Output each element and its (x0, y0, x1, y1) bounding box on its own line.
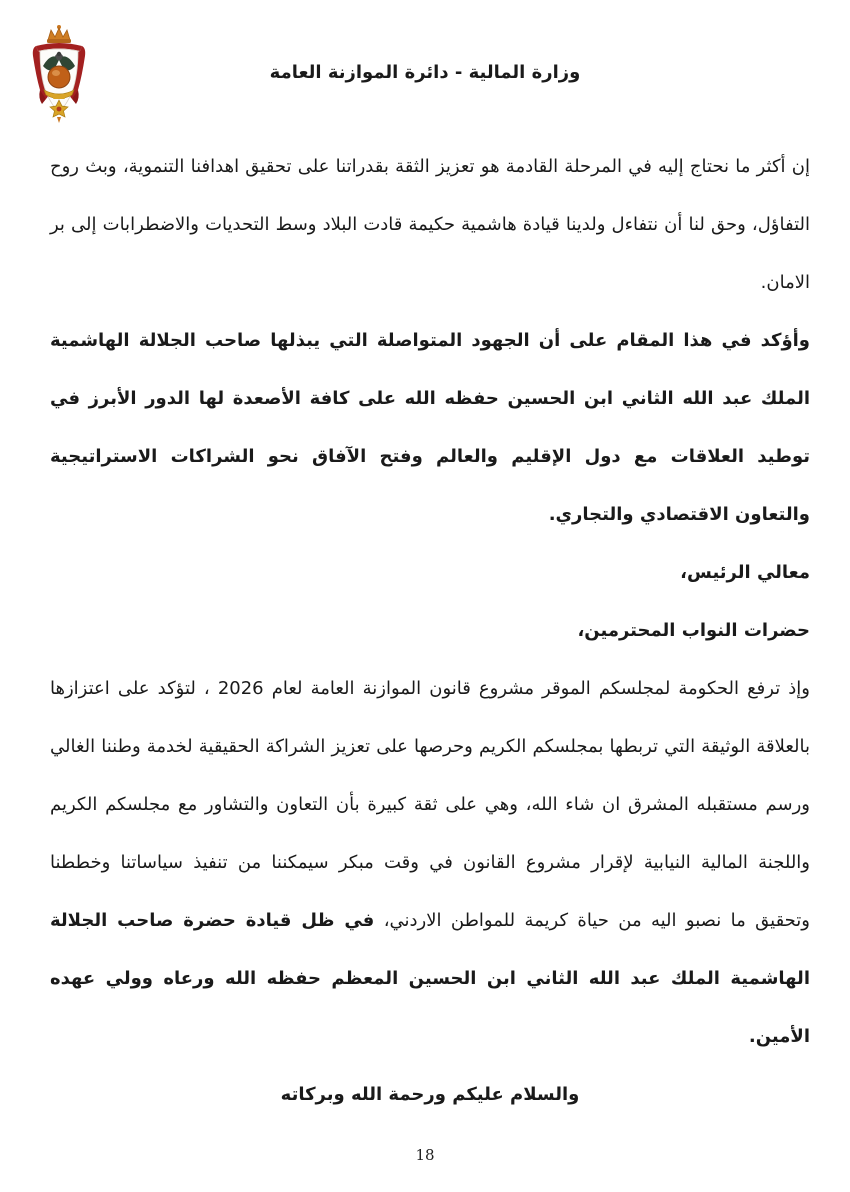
crown-icon (47, 25, 71, 43)
paragraph-royal-efforts: وأؤكد في هذا المقام على أن الجهود المتواصلة التي يبذلها صاحب الجلالة الهاشمية الملك عبد الله الثاني ابن الحسين حفظه الله على كافة الأصعدة لها الدور الأبرز في توطيد العلاقات مع دول الإقليم والعالم وفتح الآفاق نحو الشراكات الاستراتيجية والتعاون الاقتصادي والتجاري. (50, 330, 810, 525)
page-number: 18 (415, 1146, 435, 1164)
header-red-rule (92, 104, 755, 114)
paragraph-budget-law (50, 660, 810, 1066)
header-title: وزارة المالية - دائرة الموازنة العامة (269, 62, 581, 83)
paragraph-budget-law-regular: وإذ ترفع الحكومة لمجلسكم الموقر مشروع قانون الموازنة العامة لعام 2026 ، لتؤكد على اعتزازها بالعلاقة الوثيقة التي تربطها بمجلسكم الكريم وحرصها على تعزيز الشراكة الحقيقية لخدمة وطننا الغالي ورسم مستقبله المشرق ان شاء الله، وهي على ثقة كبيرة بأن التعاون والتشاور مع مجلسكم الكريم واللجنة المالية النيابية لإقرار مشروع القانون في وقت مبكر سيمكننا من تنفيذ سياساتنا وخططنا وتحقيق ما نصبو اليه من حياة كريمة للمواطن الاردني، (50, 678, 811, 931)
paragraph-confidence: إن أكثر ما نحتاج إليه في المرحلة القادمة هو تعزيز الثقة بقدراتنا على تحقيق اهدافنا التنموية، وبث روح التفاؤل، وحق لنا أن نتفاءل ولدينا قيادة هاشمية حكيمة قادت البلاد وسط التحديات والاضطرابات إلى بر الامان. (50, 156, 810, 293)
closing-salaam: والسلام عليكم ورحمة الله وبركاته (280, 1084, 580, 1105)
salutation-deputies: حضرات النواب المحترمين، (577, 620, 810, 641)
paragraph-budget-law-bold: في ظل قيادة حضرة صاحب الجلالة الهاشمية الملك عبد الله الثاني ابن الحسين المعظم حفظه الله ورعاه وولي عهده الأمين. (50, 910, 810, 1047)
letter-body (50, 138, 810, 1124)
salutation-speaker: معالي الرئيس، (680, 562, 810, 583)
